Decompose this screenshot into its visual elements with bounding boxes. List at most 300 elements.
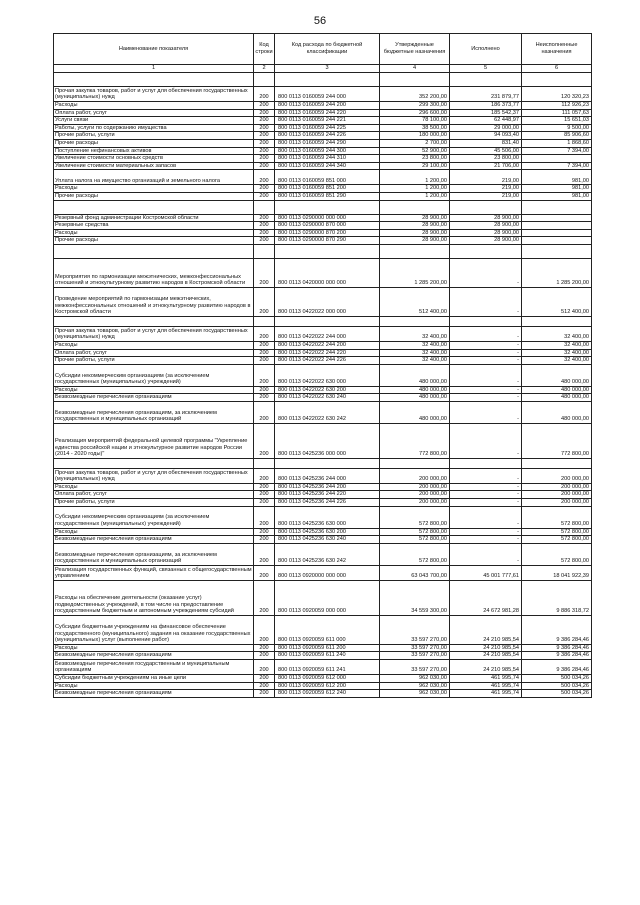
cell-executed: 24 210 985,54: [450, 652, 522, 660]
cell-line-code: 200: [254, 162, 275, 170]
cell-line-code: 200: [254, 491, 275, 499]
cell-budget-code: 800 0113 0290000 000 000: [275, 214, 380, 222]
cell-budget-code: 800 0113 0160059 244 220: [275, 109, 380, 117]
table-row: [54, 468, 592, 483]
cell-unexecuted: 7 394,00: [522, 162, 592, 170]
cell-unexecuted: 572 800,00: [522, 543, 592, 565]
cell-line-code: 200: [254, 468, 275, 483]
table-row: [54, 458, 592, 468]
cell-line-code: [254, 316, 275, 326]
cell-approved: 572 800,00: [380, 528, 450, 536]
table-row: [54, 326, 592, 341]
cell-approved: 772 800,00: [380, 423, 450, 458]
header-executed: Исполнено: [450, 34, 522, 65]
cell-executed: -: [450, 499, 522, 507]
cell-unexecuted: 480 000,00: [522, 394, 592, 402]
cell-approved: 1 200,00: [380, 185, 450, 193]
cell-unexecuted: 981,00: [522, 192, 592, 200]
cell-name: Резервный фонд администрации Костромской области: [54, 214, 254, 222]
cell-executed: -: [450, 468, 522, 483]
cell-unexecuted: [522, 214, 592, 222]
table-row: [54, 214, 592, 222]
cell-unexecuted: 480 000,00: [522, 401, 592, 423]
cell-unexecuted: 200 000,00: [522, 483, 592, 491]
cell-budget-code: 800 0113 0290000 870 290: [275, 237, 380, 245]
cell-unexecuted: 1 868,60: [522, 139, 592, 147]
cell-line-code: 200: [254, 543, 275, 565]
cell-name: Реализация мероприятий федеральной целевой программы "Укрепление единства российской нации и этнокультурное развитие народов России (2014 - 2020 годы)": [54, 423, 254, 458]
cell-budget-code: 800 0113 0920059 612 000: [275, 675, 380, 683]
cell-name: Расходы: [54, 102, 254, 110]
cell-executed: 461 995,74: [450, 682, 522, 690]
cell-approved: 200 000,00: [380, 491, 450, 499]
cell-executed: 28 900,00: [450, 237, 522, 245]
cell-executed: 24 210 985,54: [450, 660, 522, 675]
cell-executed: 21 706,00: [450, 162, 522, 170]
cell-unexecuted: 112 926,23: [522, 102, 592, 110]
cell-executed: -: [450, 364, 522, 386]
header-budget-code: Код расхода по бюджетной классификации: [275, 34, 380, 65]
cell-name: Уплата налога на имущество организаций и земельного налога: [54, 170, 254, 185]
cell-executed: -: [450, 528, 522, 536]
cell-name: Услуги связи: [54, 117, 254, 125]
table-row: [54, 147, 592, 155]
cell-name: Прочая закупка товаров, работ и услуг для обеспечения государственных (муниципальных) нужд: [54, 87, 254, 102]
cell-line-code: 200: [254, 287, 275, 316]
cell-budget-code: 800 0113 0422022 244 226: [275, 357, 380, 365]
column-number: 2: [254, 65, 275, 73]
cell-executed: 62 448,97: [450, 117, 522, 125]
cell-approved: 38 500,00: [380, 124, 450, 132]
column-number: 1: [54, 65, 254, 73]
cell-approved: 32 400,00: [380, 341, 450, 349]
header-row: [54, 34, 592, 65]
table-row: [54, 660, 592, 675]
cell-executed: [450, 458, 522, 468]
cell-approved: 28 900,00: [380, 229, 450, 237]
cell-unexecuted: 85 906,60: [522, 132, 592, 140]
cell-budget-code: 800 0113 0425236 244 220: [275, 491, 380, 499]
cell-line-code: 200: [254, 349, 275, 357]
cell-unexecuted: 500 034,26: [522, 690, 592, 698]
cell-approved: 480 000,00: [380, 386, 450, 394]
cell-unexecuted: 1 285 200,00: [522, 258, 592, 287]
cell-budget-code: 800 0113 0160059 244 200: [275, 102, 380, 110]
cell-executed: -: [450, 258, 522, 287]
cell-budget-code: 800 0113 0290000 870 000: [275, 222, 380, 230]
cell-executed: 23 800,00: [450, 155, 522, 163]
cell-approved: 33 597 270,00: [380, 652, 450, 660]
table-row: [54, 644, 592, 652]
cell-budget-code: 800 0113 0422022 244 220: [275, 349, 380, 357]
cell-name: Безвозмездные перечисления организациям: [54, 652, 254, 660]
cell-name: Оплата работ, услуг: [54, 491, 254, 499]
cell-unexecuted: 9 886 318,72: [522, 580, 592, 615]
cell-budget-code: 800 0113 0425236 630 200: [275, 528, 380, 536]
cell-budget-code: 800 0113 0422022 630 240: [275, 394, 380, 402]
cell-line-code: [254, 244, 275, 258]
cell-executed: 219,00: [450, 192, 522, 200]
cell-budget-code: 800 0113 0425236 244 000: [275, 468, 380, 483]
cell-approved: 23 800,00: [380, 155, 450, 163]
cell-unexecuted: 480 000,00: [522, 386, 592, 394]
table-row: [54, 580, 592, 615]
cell-unexecuted: [522, 200, 592, 214]
cell-unexecuted: [522, 73, 592, 87]
table-row: [54, 185, 592, 193]
cell-line-code: 200: [254, 155, 275, 163]
cell-line-code: 200: [254, 401, 275, 423]
cell-approved: 2 700,00: [380, 139, 450, 147]
cell-approved: 200 000,00: [380, 499, 450, 507]
cell-budget-code: 800 0113 0422022 630 000: [275, 364, 380, 386]
table-row: [54, 139, 592, 147]
cell-approved: 1 200,00: [380, 170, 450, 185]
cell-approved: 78 100,00: [380, 117, 450, 125]
cell-approved: 572 800,00: [380, 506, 450, 528]
cell-unexecuted: 572 800,00: [522, 536, 592, 544]
cell-budget-code: [275, 200, 380, 214]
cell-executed: 28 900,00: [450, 229, 522, 237]
header-line-code: Код строки: [254, 34, 275, 65]
cell-line-code: 200: [254, 132, 275, 140]
cell-budget-code: [275, 73, 380, 87]
cell-approved: 962 030,00: [380, 682, 450, 690]
cell-unexecuted: [522, 237, 592, 245]
cell-unexecuted: 572 800,00: [522, 506, 592, 528]
cell-unexecuted: 9 386 284,46: [522, 615, 592, 644]
cell-line-code: 200: [254, 102, 275, 110]
cell-budget-code: 800 0113 0160059 244 300: [275, 147, 380, 155]
cell-line-code: 200: [254, 185, 275, 193]
cell-line-code: 200: [254, 615, 275, 644]
cell-executed: 45 001 777,61: [450, 565, 522, 580]
table-row: [54, 423, 592, 458]
cell-line-code: 200: [254, 652, 275, 660]
cell-unexecuted: [522, 316, 592, 326]
column-number: 6: [522, 65, 592, 73]
cell-approved: 33 597 270,00: [380, 615, 450, 644]
cell-executed: 219,00: [450, 185, 522, 193]
cell-name: Прочая закупка товаров, работ и услуг для обеспечения государственных (муниципальных) нужд: [54, 326, 254, 341]
table-row: [54, 229, 592, 237]
cell-budget-code: 800 0113 0160059 244 000: [275, 87, 380, 102]
cell-line-code: 200: [254, 214, 275, 222]
cell-approved: 1 285 200,00: [380, 258, 450, 287]
table-row: [54, 364, 592, 386]
cell-name: Субсидии бюджетным учреждениям на финансовое обеспечение государственного (муниципального) задания на оказание государственных (муниципальных) услуг (выполнение работ): [54, 615, 254, 644]
cell-budget-code: 800 0113 0920059 611 241: [275, 660, 380, 675]
cell-name: Оплата работ, услуг: [54, 109, 254, 117]
cell-name: Расходы: [54, 341, 254, 349]
cell-executed: [450, 200, 522, 214]
cell-line-code: 200: [254, 192, 275, 200]
cell-unexecuted: [522, 229, 592, 237]
cell-line-code: 200: [254, 364, 275, 386]
cell-unexecuted: 9 500,00: [522, 124, 592, 132]
cell-line-code: 200: [254, 117, 275, 125]
cell-line-code: 200: [254, 222, 275, 230]
cell-approved: 33 597 270,00: [380, 660, 450, 675]
cell-line-code: 200: [254, 528, 275, 536]
cell-unexecuted: 512 400,00: [522, 287, 592, 316]
cell-executed: 28 900,00: [450, 214, 522, 222]
cell-budget-code: 800 0113 0425236 244 200: [275, 483, 380, 491]
cell-budget-code: 800 0113 0160059 851 200: [275, 185, 380, 193]
table-row: [54, 565, 592, 580]
cell-line-code: 200: [254, 580, 275, 615]
table-row: [54, 499, 592, 507]
cell-line-code: 200: [254, 565, 275, 580]
cell-approved: 512 400,00: [380, 287, 450, 316]
cell-executed: [450, 316, 522, 326]
cell-executed: 219,00: [450, 170, 522, 185]
cell-name: Расходы: [54, 682, 254, 690]
table-row: [54, 200, 592, 214]
cell-budget-code: 800 0113 0920059 611 000: [275, 615, 380, 644]
cell-unexecuted: 200 000,00: [522, 491, 592, 499]
cell-name: [54, 200, 254, 214]
budget-execution-table: [53, 33, 592, 698]
cell-line-code: 200: [254, 139, 275, 147]
cell-line-code: [254, 73, 275, 87]
cell-name: Расходы: [54, 386, 254, 394]
cell-name: Прочая закупка товаров, работ и услуг для обеспечения государственных (муниципальных) нужд: [54, 468, 254, 483]
cell-line-code: 200: [254, 258, 275, 287]
cell-approved: 29 100,00: [380, 162, 450, 170]
cell-unexecuted: [522, 244, 592, 258]
cell-line-code: 200: [254, 423, 275, 458]
table-row: [54, 170, 592, 185]
cell-budget-code: 800 0113 0420000 000 000: [275, 258, 380, 287]
cell-unexecuted: 981,00: [522, 170, 592, 185]
cell-unexecuted: 772 800,00: [522, 423, 592, 458]
cell-approved: 480 000,00: [380, 364, 450, 386]
cell-unexecuted: 500 034,26: [522, 675, 592, 683]
cell-approved: 32 400,00: [380, 326, 450, 341]
cell-line-code: 200: [254, 644, 275, 652]
cell-approved: [380, 316, 450, 326]
cell-line-code: 200: [254, 394, 275, 402]
table-row: [54, 357, 592, 365]
cell-executed: -: [450, 543, 522, 565]
cell-line-code: 200: [254, 660, 275, 675]
table-row: [54, 682, 592, 690]
cell-name: [54, 458, 254, 468]
table-row: [54, 386, 592, 394]
table-row: [54, 491, 592, 499]
header-unexecuted: Неисполненные назначения: [522, 34, 592, 65]
cell-name: Прочие расходы: [54, 192, 254, 200]
cell-name: Оплата работ, услуг: [54, 349, 254, 357]
cell-approved: 28 900,00: [380, 237, 450, 245]
cell-name: Субсидии некоммерческим организациям (за исключением государственных (муниципальных) учреждений): [54, 364, 254, 386]
cell-name: Субсидии некоммерческим организациям (за исключением государственных (муниципальных) учреждений): [54, 506, 254, 528]
cell-executed: 231 879,77: [450, 87, 522, 102]
cell-line-code: 200: [254, 499, 275, 507]
cell-unexecuted: 32 400,00: [522, 357, 592, 365]
cell-unexecuted: 120 320,23: [522, 87, 592, 102]
table-row: [54, 109, 592, 117]
cell-budget-code: 800 0113 0920059 612 200: [275, 682, 380, 690]
table-row: [54, 73, 592, 87]
table-row: [54, 222, 592, 230]
cell-approved: 572 800,00: [380, 536, 450, 544]
cell-unexecuted: 9 386 284,46: [522, 644, 592, 652]
cell-approved: [380, 200, 450, 214]
page-number: 56: [313, 15, 327, 27]
cell-executed: -: [450, 386, 522, 394]
cell-name: Безвозмездные перечисления организациям: [54, 690, 254, 698]
cell-approved: [380, 73, 450, 87]
cell-budget-code: 800 0113 0422022 244 200: [275, 341, 380, 349]
cell-executed: -: [450, 423, 522, 458]
table-row: [54, 162, 592, 170]
cell-executed: 24 672 981,28: [450, 580, 522, 615]
table-row: [54, 349, 592, 357]
cell-approved: [380, 458, 450, 468]
cell-executed: 461 995,74: [450, 675, 522, 683]
cell-executed: -: [450, 401, 522, 423]
cell-unexecuted: [522, 155, 592, 163]
cell-name: Безвозмездные перечисления государственным и муниципальным организациям: [54, 660, 254, 675]
cell-budget-code: 800 0113 0920059 000 000: [275, 580, 380, 615]
cell-budget-code: 800 0113 0160059 244 221: [275, 117, 380, 125]
table-row: [54, 87, 592, 102]
cell-line-code: 200: [254, 341, 275, 349]
cell-approved: 480 000,00: [380, 401, 450, 423]
cell-unexecuted: 32 400,00: [522, 349, 592, 357]
cell-name: Работы, услуги по содержанию имущества: [54, 124, 254, 132]
table-row: [54, 258, 592, 287]
cell-approved: 28 900,00: [380, 214, 450, 222]
cell-name: [54, 316, 254, 326]
table-row: [54, 401, 592, 423]
cell-executed: 461 995,74: [450, 690, 522, 698]
cell-line-code: 200: [254, 483, 275, 491]
cell-name: Проведение мероприятий по гармонизации межэтнических, межконфессиональных отношений и этнокультурному развитию народов в Костромской области: [54, 287, 254, 316]
table-row: [54, 244, 592, 258]
cell-line-code: 200: [254, 170, 275, 185]
cell-budget-code: 800 0113 0422022 630 242: [275, 401, 380, 423]
cell-budget-code: 800 0113 0160059 851 000: [275, 170, 380, 185]
cell-line-code: 200: [254, 690, 275, 698]
cell-approved: 180 000,00: [380, 132, 450, 140]
cell-name: Реализация государственных функций, связанных с общегосударственным управлением: [55, 566, 252, 580]
column-number: 5: [450, 65, 522, 73]
cell-budget-code: 800 0113 0160059 244 340: [275, 162, 380, 170]
cell-executed: [450, 73, 522, 87]
cell-unexecuted: 32 400,00: [522, 326, 592, 341]
cell-budget-code: 800 0113 0425236 630 240: [275, 536, 380, 544]
table-row: [54, 615, 592, 644]
cell-name: Прочие работы, услуги: [54, 357, 254, 365]
table-row: [54, 132, 592, 140]
cell-budget-code: 800 0113 0160059 244 225: [275, 124, 380, 132]
cell-approved: 296 600,00: [380, 109, 450, 117]
table-row: [54, 690, 592, 698]
cell-name: Расходы на обеспечение деятельности (оказание услуг) подведомственных учреждений, в том числе на предоставление государственным бюджетным и автономным учреждениям субсидий: [54, 580, 254, 615]
table-row: [54, 102, 592, 110]
cell-line-code: 200: [254, 386, 275, 394]
cell-budget-code: 800 0113 0920059 611 240: [275, 652, 380, 660]
cell-executed: -: [450, 357, 522, 365]
cell-line-code: 200: [254, 675, 275, 683]
cell-approved: 299 300,00: [380, 102, 450, 110]
cell-unexecuted: 200 000,00: [522, 468, 592, 483]
cell-name: Расходы: [54, 528, 254, 536]
cell-unexecuted: 9 386 284,46: [522, 652, 592, 660]
cell-approved: [380, 244, 450, 258]
cell-budget-code: 800 0113 0425236 244 226: [275, 499, 380, 507]
cell-line-code: 200: [254, 147, 275, 155]
cell-approved: 34 559 300,00: [380, 580, 450, 615]
cell-name: Расходы: [54, 483, 254, 491]
cell-budget-code: 800 0113 0422022 630 200: [275, 386, 380, 394]
table-row: [54, 543, 592, 565]
cell-name: Прочие расходы: [54, 237, 254, 245]
cell-executed: [450, 244, 522, 258]
cell-approved: 962 030,00: [380, 690, 450, 698]
cell-budget-code: 800 0113 0160059 244 310: [275, 155, 380, 163]
cell-executed: 185 542,37: [450, 109, 522, 117]
cell-executed: 831,40: [450, 139, 522, 147]
cell-name: Безвозмездные перечисления организациям, за исключением государственных и муниципальных организаций: [54, 543, 254, 565]
cell-approved: 32 400,00: [380, 357, 450, 365]
cell-name: Субсидии бюджетным учреждениям на иные цели: [54, 675, 254, 683]
cell-executed: -: [450, 287, 522, 316]
cell-executed: 186 373,77: [450, 102, 522, 110]
cell-executed: -: [450, 491, 522, 499]
cell-unexecuted: [522, 222, 592, 230]
cell-approved: 352 200,00: [380, 87, 450, 102]
cell-approved: 1 200,00: [380, 192, 450, 200]
column-number: 3: [275, 65, 380, 73]
header-name: Наименование показателя: [54, 34, 254, 65]
cell-executed: -: [450, 341, 522, 349]
cell-unexecuted: 32 400,00: [522, 341, 592, 349]
cell-line-code: [254, 200, 275, 214]
cell-line-code: 200: [254, 506, 275, 528]
cell-unexecuted: 111 057,63: [522, 109, 592, 117]
cell-unexecuted: 500 034,26: [522, 682, 592, 690]
cell-name: [54, 73, 254, 87]
cell-line-code: 200: [254, 357, 275, 365]
cell-line-code: 200: [254, 536, 275, 544]
cell-line-code: 200: [254, 326, 275, 341]
cell-approved: 962 030,00: [380, 675, 450, 683]
cell-budget-code: [275, 316, 380, 326]
cell-budget-code: 800 0113 0425236 630 242: [275, 543, 380, 565]
cell-name: Расходы: [54, 185, 254, 193]
header-approved: Утвержденные бюджетные назначения: [380, 34, 450, 65]
cell-unexecuted: [522, 458, 592, 468]
cell-name: Мероприятия по гармонизации межэтнических, межконфессиональных отношений и этнокультурному развитию народов в Костромской области: [54, 258, 254, 287]
cell-budget-code: 800 0113 0160059 851 290: [275, 192, 380, 200]
table-row: [54, 316, 592, 326]
cell-unexecuted: 18 041 922,39: [522, 565, 592, 580]
cell-approved: 480 000,00: [380, 394, 450, 402]
cell-budget-code: 800 0113 0422022 000 000: [275, 287, 380, 316]
cell-line-code: 200: [254, 109, 275, 117]
cell-budget-code: 800 0113 0920000 000 000: [275, 565, 380, 580]
cell-executed: -: [450, 483, 522, 491]
cell-name: Расходы: [54, 229, 254, 237]
cell-unexecuted: 7 394,00: [522, 147, 592, 155]
cell-line-code: [254, 458, 275, 468]
table-row: [54, 652, 592, 660]
cell-unexecuted: 572 800,00: [522, 528, 592, 536]
